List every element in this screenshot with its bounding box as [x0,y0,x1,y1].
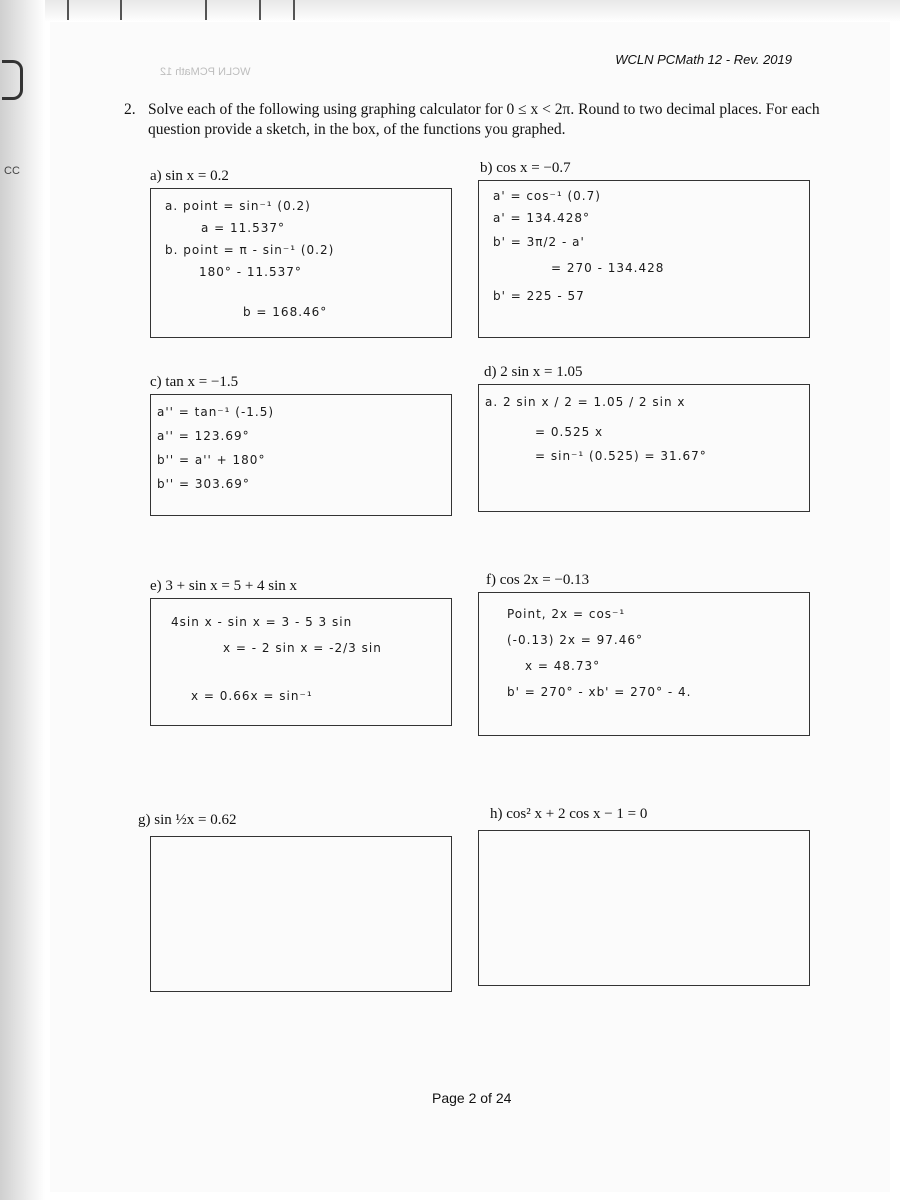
top-tick [120,0,122,20]
part-f-work-line: x = 48.73° [525,659,601,673]
part-d-sketch-box [478,384,810,512]
part-a-work-line: 180° - 11.537° [199,265,302,279]
part-e-work-line: x = - 2 sin x = -2/3 sin [223,641,382,655]
part-b-work-line: b' = 3π/2 - a' [493,235,585,249]
part-d-work-line: = sin⁻¹ (0.525) = 31.67° [535,449,707,463]
top-tick [293,0,295,20]
part-a-work-line: a = 11.537° [201,221,286,235]
part-c-work-line: a'' = tan⁻¹ (-1.5) [157,405,275,419]
part-g-label: g) sin ½x = 0.62 [138,812,237,828]
part-c-work-line: b'' = a'' + 180° [157,453,266,467]
question-text: Solve each of the following using graphing calculator for 0 ≤ x < 2π. Round to two decimal places. For each question provide a sketch, in the box, of the functions you graphed. [148,101,820,138]
part-d-work-line: a. 2 sin x / 2 = 1.05 / 2 sin x [485,395,686,409]
part-b-work-line: = 270 - 134.428 [551,261,665,275]
part-b-sketch-box [478,180,810,338]
part-a-work-line: b. point = π - sin⁻¹ (0.2) [165,243,335,257]
course-reference: WCLN PCMath 12 - Rev. 2019 [615,52,792,67]
bleed-through-text: WCLN PCMath 12 [160,66,251,78]
top-tick [205,0,207,20]
part-c-sketch-box [150,394,452,516]
part-e-work-line: 4sin x - sin x = 3 - 5 3 sin [171,615,353,629]
part-a-sketch-box [150,188,452,338]
top-tick [259,0,261,20]
part-a-label: a) sin x = 0.2 [150,168,229,184]
scan-top-strip [45,0,900,22]
binder-clip-shape [2,60,23,100]
part-e-sketch-box [150,598,452,726]
part-f-label: f) cos 2x = −0.13 [486,572,590,588]
part-c-label: c) tan x = −1.5 [150,374,239,390]
part-g-sketch-box [150,836,452,992]
edge-mark: CC [4,165,20,177]
part-f-work-line: Point, 2x = cos⁻¹ [507,607,626,621]
part-b-work-line: b' = 225 - 57 [493,289,585,303]
part-c-work-line: b'' = 303.69° [157,477,250,491]
part-h-label: h) cos² x + 2 cos x − 1 = 0 [490,806,648,822]
question-number: 2. [124,101,136,118]
part-f-sketch-box [478,592,810,736]
part-a-work-line: b = 168.46° [243,305,328,319]
part-b-label: b) cos x = −0.7 [480,160,571,176]
part-f-work-line: (-0.13) 2x = 97.46° [507,633,643,647]
part-e-label: e) 3 + sin x = 5 + 4 sin x [150,578,298,594]
part-b-work-line: a' = cos⁻¹ (0.7) [493,189,601,203]
part-h-sketch-box [478,830,810,986]
top-tick [67,0,69,20]
part-b-work-line: a' = 134.428° [493,211,590,225]
scan-left-edge [0,0,45,1200]
part-e-work-line: x = 0.66x = sin⁻¹ [191,689,313,703]
part-c-work-line: a'' = 123.69° [157,429,250,443]
part-a-work-line: a. point = sin⁻¹ (0.2) [165,199,311,213]
part-f-work-line: b' = 270° - xb' = 270° - 4. [507,685,692,699]
part-d-work-line: = 0.525 x [535,425,604,439]
page-number: Page 2 of 24 [432,1090,512,1106]
part-d-label: d) 2 sin x = 1.05 [484,364,583,380]
